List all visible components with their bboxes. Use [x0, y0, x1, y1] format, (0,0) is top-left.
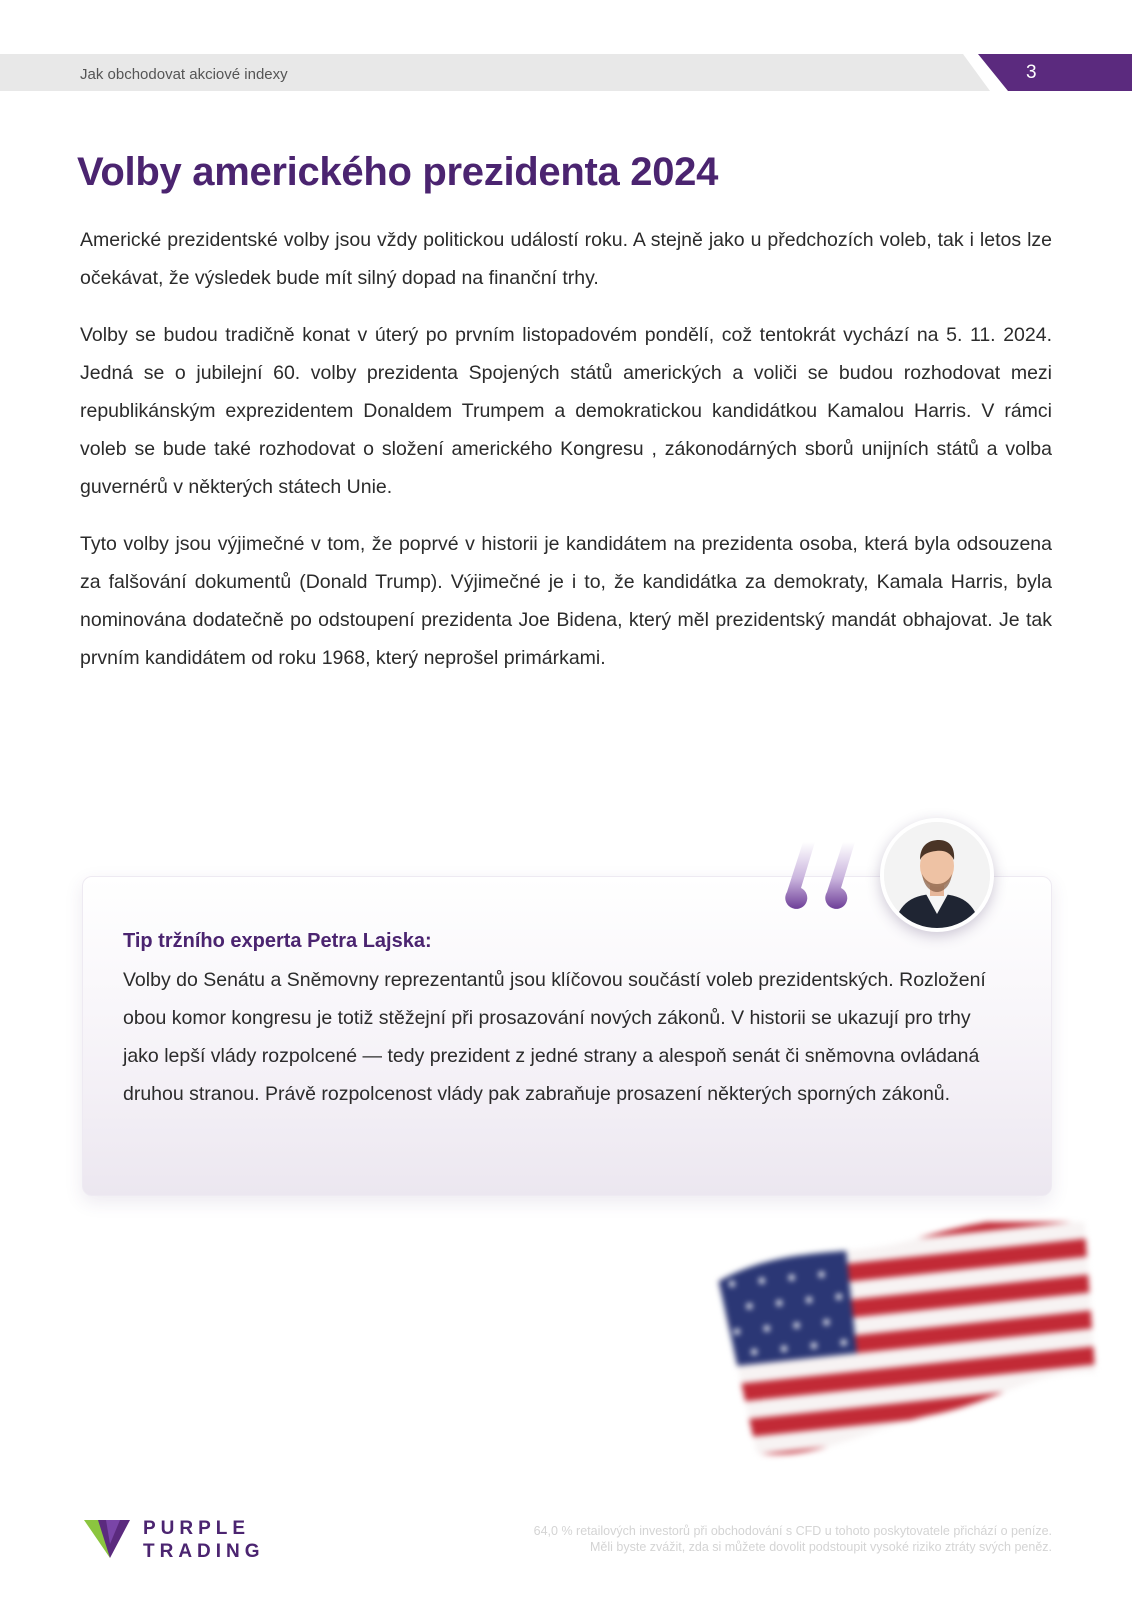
logo-word-purple: PURPLE [143, 1518, 251, 1539]
page-number-badge [978, 54, 1132, 91]
header-title: Jak obchodovat akciové indexy [80, 66, 288, 83]
purple-trading-logo-icon [84, 1518, 132, 1560]
expert-portrait-icon [884, 822, 990, 928]
expert-avatar [880, 818, 994, 932]
tip-heading: Tip tržního experta Petra Lajska: [123, 930, 432, 952]
page-number: 3 [1026, 62, 1037, 83]
paragraph-intro: Americké prezidentské volby jsou vždy politickou událostí roku. A stejně jako u předchozích voleb, tak i letos lze očekávat, že výsledek bude mít silný dopad na finanční trhy. [80, 229, 1052, 289]
page-title: Volby amerického prezidenta 2024 [77, 150, 719, 194]
us-flag-image [706, 1222, 1106, 1462]
quote-icon [783, 840, 873, 910]
logo-word-trading: TRADING [143, 1541, 265, 1562]
disclaimer-line-2: Měli byste zvážit, zda si můžete dovolit podstoupit vysoké riziko ztráty svých peněz. [590, 1540, 1052, 1554]
logo-wordmark [143, 1517, 265, 1563]
paragraph-exceptional: Tyto volby jsou výjimečné v tom, že poprvé v historii je kandidátem na prezidenta osoba, která byla odsouzena za falšování dokumentů (Donald Trump). Výjimečné je i to, že kandidátka za demokraty, Kamala Harris, byla nominována dodatečně po odstoupení prezidenta Joe Bidena, který měl prezidentský mandát obhajovat. Je tak prvním kandidátem od roku 1968, který neprošel primárkami. [80, 533, 1052, 669]
paragraph-election-date: Volby se budou tradičně konat v úterý po prvním listopadovém pondělí, což tentokrát vychází na 5. 11. 2024. Jedná se o jubilejní 60. volby prezidenta Spojených států amerických a voliči se budou rozhodovat mezi republikánským exprezidentem Donaldem Trumpem a demokratickou kandidátkou Kamalou Harris. V rámci voleb se bude také rozhodovat o složení amerického Kongresu , zákonodárných sborů unijních států a volba guvernérů v některých státech Unie. [80, 324, 1052, 498]
tip-body: Volby do Senátu a Sněmovny reprezentantů jsou klíčovou součástí voleb prezidentských. Rozložení obou komor kongresu je totiž stěžejní při prosazování nových zákonů. V historii se ukazují pro trhy jako lepší vlády rozpolcené — tedy prezident z jedné strany a alespoň senát či sněmovna ovládaná druhou stranou. Právě rozpolcenost vlády pak zabraňuje prosazení některých sporných zákonů. [123, 969, 986, 1105]
risk-disclaimer [430, 1523, 1052, 1555]
disclaimer-line-1: 64,0 % retailových investorů při obchodování s CFD u tohoto poskytovatele přichází o peníze. [533, 1524, 1052, 1538]
